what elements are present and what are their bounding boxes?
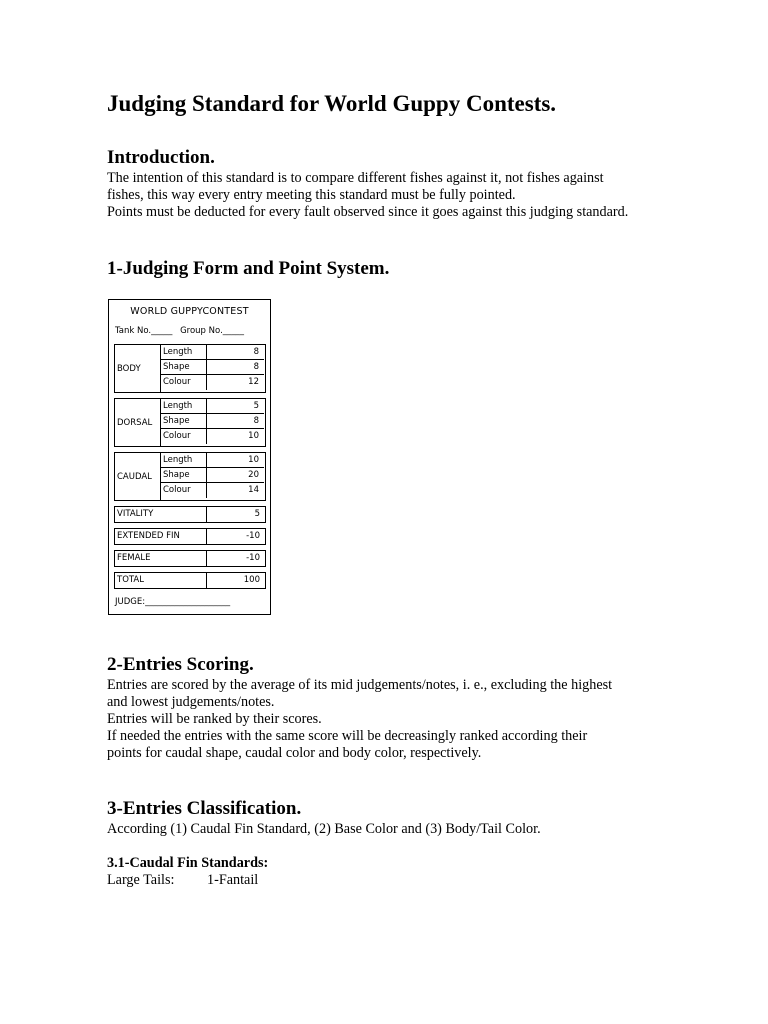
section2-line: Entries are scored by the average of its mid judgements/notes, i. e., excluding the highest xyxy=(107,677,613,693)
form-row xyxy=(161,399,264,414)
form-group-label: Group No._____ xyxy=(180,326,245,336)
form-group-rows xyxy=(160,399,264,446)
form-row-name: VITALITY xyxy=(117,509,154,519)
form-row-value: 10 xyxy=(248,455,259,465)
form-row-name: Colour xyxy=(163,377,191,387)
form-row-value: 8 xyxy=(253,347,259,357)
introduction-heading: Introduction. xyxy=(107,147,215,168)
form-row-vitality xyxy=(114,506,266,523)
form-group-rows xyxy=(160,453,264,500)
form-row-name: Shape xyxy=(163,470,190,480)
page-title: Judging Standard for World Guppy Contests. xyxy=(107,91,557,116)
form-row xyxy=(161,483,264,498)
form-row-name: Shape xyxy=(163,416,190,426)
form-row xyxy=(161,429,264,444)
introduction-line: fishes, this way every entry meeting this standard must be fully pointed. xyxy=(107,187,516,203)
form-row xyxy=(161,453,264,468)
form-row xyxy=(161,345,264,360)
form-row-name: Colour xyxy=(163,431,191,441)
section2-line: If needed the entries with the same score will be decreasingly ranked according their xyxy=(107,728,588,744)
form-group-body xyxy=(114,344,266,393)
large-tails-label: Large Tails: xyxy=(107,872,175,888)
form-group-label: CAUDAL xyxy=(117,472,152,482)
form-row xyxy=(161,414,264,429)
section3-text xyxy=(107,821,677,838)
section2-line: points for caudal shape, caudal color and body color, respectively. xyxy=(107,745,482,761)
form-row-name: EXTENDED FIN xyxy=(117,531,180,541)
form-row-name: Shape xyxy=(163,362,190,372)
form-row-value: 20 xyxy=(248,470,259,480)
form-row-value: 100 xyxy=(243,575,260,585)
form-row-value: 5 xyxy=(253,401,259,411)
form-row-value: 12 xyxy=(248,377,259,387)
form-row xyxy=(161,468,264,483)
form-row-value: 8 xyxy=(253,416,259,426)
introduction-line: The intention of this standard is to compare different fishes against it, not fishes against xyxy=(107,170,604,186)
form-row-name: FEMALE xyxy=(117,553,151,563)
large-tails-value: 1-Fantail xyxy=(207,872,259,888)
introduction-paragraph xyxy=(107,170,677,221)
section3-heading: 3-Entries Classification. xyxy=(107,798,302,819)
form-group-dorsal xyxy=(114,398,266,447)
section2-line: and lowest judgements/notes. xyxy=(107,694,275,710)
form-judge-line: JUDGE:____________________ xyxy=(115,597,231,607)
form-group-label: BODY xyxy=(117,364,141,374)
section3-line: According (1) Caudal Fin Standard, (2) Base Color and (3) Body/Tail Color. xyxy=(107,821,541,837)
large-tails-row xyxy=(107,872,677,889)
form-row-value: 10 xyxy=(248,431,259,441)
form-row-female xyxy=(114,550,266,567)
form-group-rows xyxy=(160,345,264,392)
judging-form xyxy=(108,299,271,615)
form-row-name: Length xyxy=(163,401,193,411)
form-row-value: -10 xyxy=(246,531,260,541)
form-row-value: -10 xyxy=(246,553,260,563)
form-row-value: 14 xyxy=(248,485,259,495)
form-group-label: DORSAL xyxy=(117,418,153,428)
form-row-name: Length xyxy=(163,455,193,465)
form-group-caudal xyxy=(114,452,266,501)
section1-heading: 1-Judging Form and Point System. xyxy=(107,258,390,279)
form-row-name: Length xyxy=(163,347,193,357)
form-row-name: TOTAL xyxy=(117,575,144,585)
form-row-name: Colour xyxy=(163,485,191,495)
form-tank-group-row xyxy=(115,326,244,336)
section2-heading: 2-Entries Scoring. xyxy=(107,654,254,675)
introduction-line: Points must be deducted for every fault observed since it goes against this judging standard. xyxy=(107,204,629,220)
form-row-extended-fin xyxy=(114,528,266,545)
form-row xyxy=(161,375,264,390)
section3-1-heading: 3.1-Caudal Fin Standards: xyxy=(107,855,269,871)
form-row-value: 8 xyxy=(253,362,259,372)
section2-line: Entries will be ranked by their scores. xyxy=(107,711,322,727)
form-row-value: 5 xyxy=(254,509,260,519)
form-tank-label: Tank No._____ xyxy=(115,326,173,336)
section2-paragraph xyxy=(107,677,677,762)
form-title: WORLD GUPPYCONTEST xyxy=(130,306,249,317)
form-row xyxy=(161,360,264,375)
form-row-total xyxy=(114,572,266,589)
